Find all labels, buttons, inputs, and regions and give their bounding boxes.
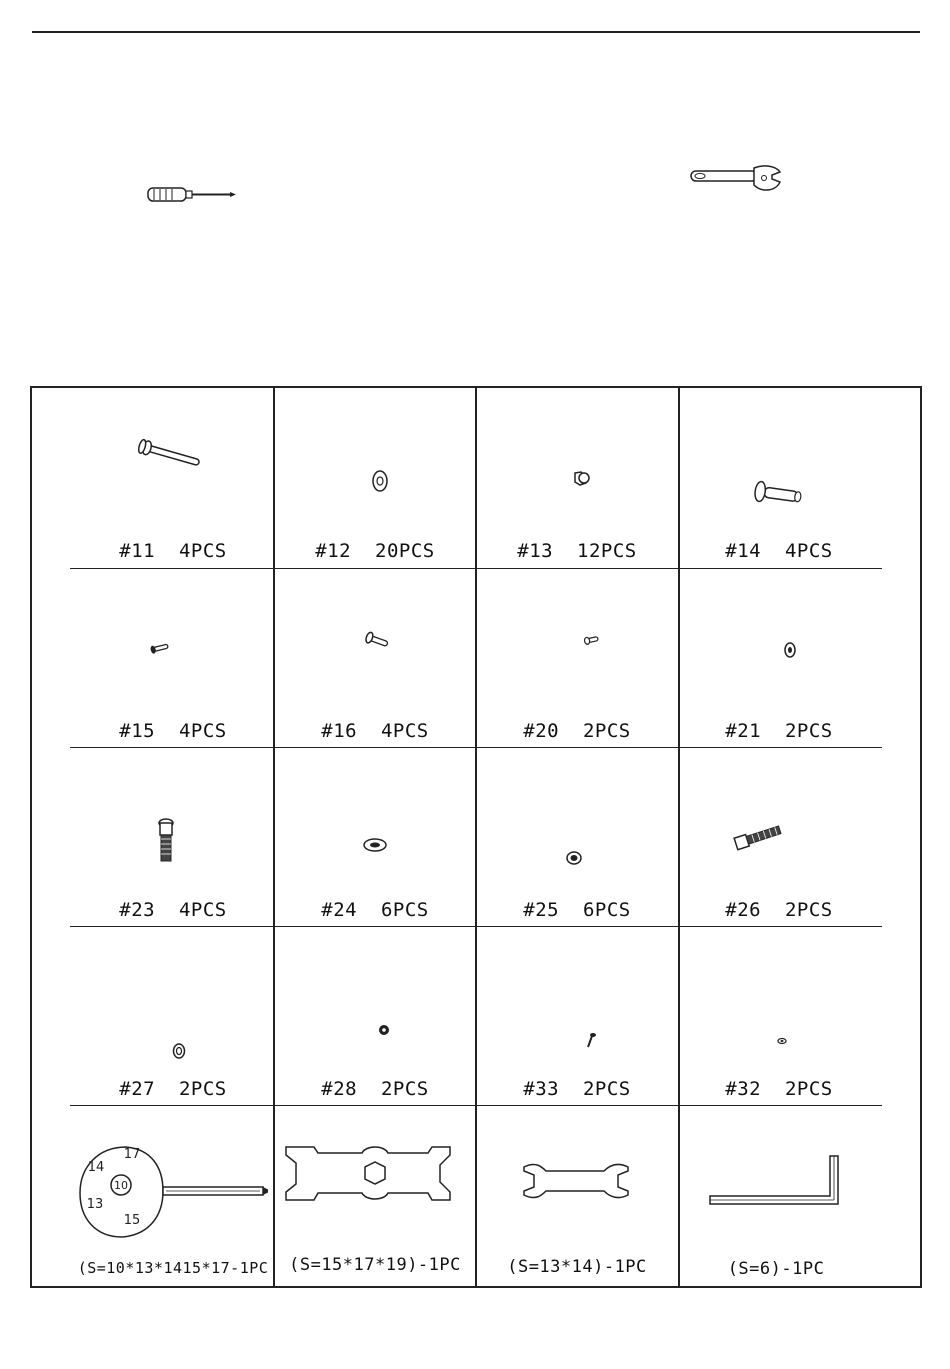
part-label: #11 4PCS [119, 540, 227, 562]
socket-size-label: 17 [123, 1147, 141, 1162]
part-label: #27 2PCS [119, 1078, 227, 1100]
part-cell-33 [476, 926, 678, 1105]
part-cell-26 [678, 747, 880, 926]
part-cell-25 [476, 747, 678, 926]
hex-key-cell [678, 1105, 880, 1284]
part-cell-32 [678, 926, 880, 1105]
part-cell-15 [72, 568, 274, 747]
part-label: #26 2PCS [725, 899, 833, 921]
socket-size-label: 10 [114, 1179, 128, 1192]
tool-label: (S=15*17*19)-1PC [289, 1255, 461, 1275]
part-label: #25 6PCS [523, 899, 631, 921]
part-cell-13 [476, 388, 678, 567]
part-label: #20 2PCS [523, 720, 631, 742]
open-wrench-cell [476, 1105, 678, 1284]
adjustable-wrench-icon [688, 162, 786, 196]
socket-size-label: 14 [87, 1160, 105, 1175]
part-cell-27 [72, 926, 274, 1105]
tool-label: (S=6)-1PC [727, 1259, 825, 1279]
part-label: #33 2PCS [523, 1078, 631, 1100]
top-rule [32, 31, 920, 33]
part-label: #32 2PCS [725, 1078, 833, 1100]
part-cell-16 [274, 568, 476, 747]
part-label: #12 20PCS [315, 540, 435, 562]
tool-label: (S=13*14)-1PC [507, 1257, 647, 1277]
hex-key-icon [678, 1105, 880, 1284]
part-label: #15 4PCS [119, 720, 227, 742]
tool-label: (S=10*13*1415*17-1PC [77, 1259, 269, 1277]
part-label: #23 4PCS [119, 899, 227, 921]
part-label: #16 4PCS [321, 720, 429, 742]
hardware-parts-table [30, 386, 922, 1288]
screwdriver-icon [146, 183, 242, 207]
multi-wrench-cell [72, 1105, 274, 1284]
part-cell-23 [72, 747, 274, 926]
part-cell-28 [274, 926, 476, 1105]
part-label: #28 2PCS [321, 1078, 429, 1100]
part-cell-11 [72, 388, 274, 567]
part-cell-12 [274, 388, 476, 567]
part-cell-14 [678, 388, 880, 567]
part-label: #14 4PCS [725, 540, 833, 562]
socket-size-label: 13 [86, 1197, 104, 1212]
part-cell-20 [476, 568, 678, 747]
part-label: #21 2PCS [725, 720, 833, 742]
socket-size-label: 15 [123, 1213, 141, 1228]
part-label: #13 12PCS [517, 540, 637, 562]
part-label: #24 6PCS [321, 899, 429, 921]
multi-socket-wrench-icon [66, 1105, 268, 1284]
part-cell-21 [678, 568, 880, 747]
part-cell-24 [274, 747, 476, 926]
double-wrench-cell [274, 1105, 476, 1284]
